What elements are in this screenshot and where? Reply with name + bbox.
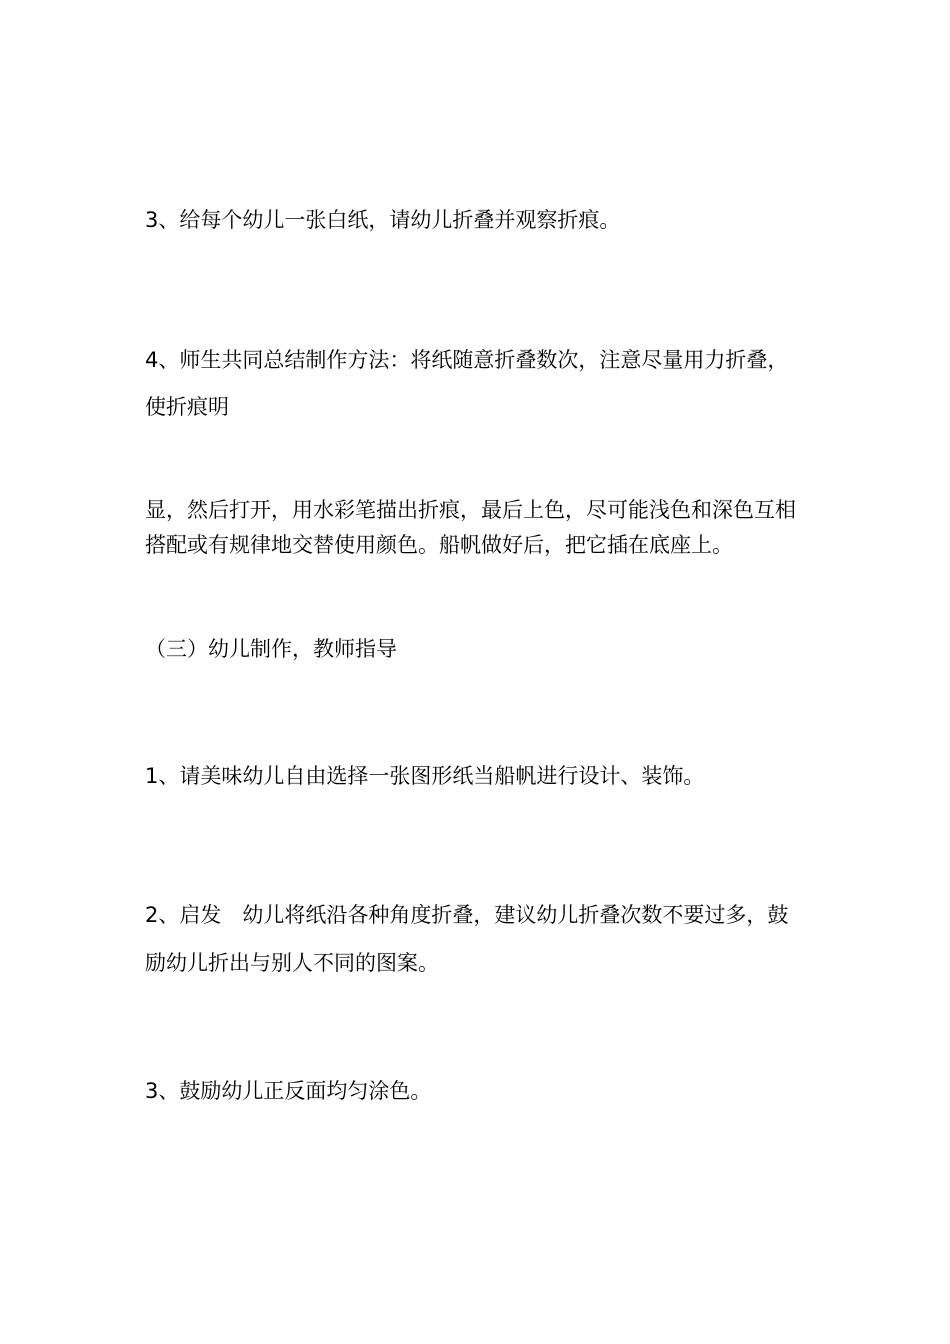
step-3-observe-creases: 3、给每个幼儿一张白纸，请幼儿折叠并观察折痕。: [145, 208, 621, 232]
step-4-summary-line-1: 4、师生共同总结制作方法：将纸随意折叠数次，注意尽量用力折叠，: [145, 348, 789, 372]
step-2-fold-line-1: 2、启发 幼儿将纸沿各种角度折叠，建议幼儿折叠次数不要过多，鼓: [145, 903, 789, 927]
coloring-instructions-line-1: 显，然后打开，用水彩笔描出折痕，最后上色，尽可能浅色和深色互相: [145, 498, 796, 522]
step-3-color-both-sides: 3、鼓励幼儿正反面均匀涂色。: [145, 1079, 432, 1103]
step-4-summary-line-2: 使折痕明: [145, 395, 229, 419]
coloring-instructions-line-2: 搭配或有规律地交替使用颜色。船帆做好后，把它插在底座上。: [145, 533, 733, 557]
step-2-fold-line-2: 励幼儿折出与别人不同的图案。: [145, 951, 439, 975]
section-heading-children-making: （三）幼儿制作，教师指导: [145, 637, 397, 661]
step-1-choose-paper: 1、请美味幼儿自由选择一张图形纸当船帆进行设计、装饰。: [145, 764, 705, 788]
